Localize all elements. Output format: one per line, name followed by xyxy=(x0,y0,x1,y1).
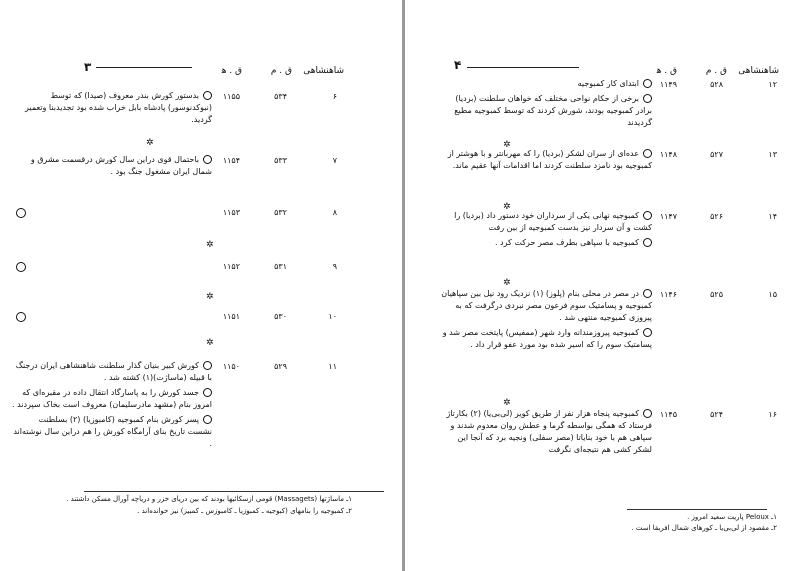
year-bc: ۵۲۸ xyxy=(710,80,723,89)
header-ah: ق . ﻫ xyxy=(221,66,242,76)
event-text: کمبوجیه پیروزمندانه وارد شهر (ممفیس) پایتخت مصر شد و پسامتیک سوم را که اسیر شده بود مورد عفو قرار داد . xyxy=(442,328,652,349)
event-text: پسر کورش بنام کمبوجیه (کامبوزیا) (۲) بسلطنت نشست تاریخ بنای آرامگاه کورش را هم دراین سال نوشته‌اند . xyxy=(13,415,212,448)
event-text: بدستور کورش بندر معروف (صیدا) که توسط (نبوکدنوسور) پادشاه بابل خراب شده بود تجدیدبنا وتعمیر گردید. xyxy=(24,91,212,124)
event-paragraph xyxy=(437,327,652,351)
event-entry xyxy=(437,210,652,252)
footnote-1: ۱ـ Peloux پاریت سعید امروز . xyxy=(687,513,777,521)
event-text: ابتدای کار کمبوجیه xyxy=(577,79,639,88)
event-entry xyxy=(12,154,212,181)
event-paragraph xyxy=(437,408,652,456)
row-number: ۱۶ xyxy=(768,410,777,419)
left-page xyxy=(0,0,402,571)
separator-star: ✲ xyxy=(503,398,511,408)
separator-star: ✲ xyxy=(503,202,511,212)
footnote-2: ۲ـ کمبوجیه را بنامهای (کبوجیه ـ کمبوزیا ـ کامبوزس ـ کمبیز) نیز خوانده‌اند . xyxy=(137,507,352,515)
separator-star: ✲ xyxy=(206,240,214,250)
event-paragraph xyxy=(437,288,652,324)
year-ah: ۱۱۴۶ xyxy=(659,290,677,299)
separator-star: ✲ xyxy=(146,138,154,148)
event-paragraph xyxy=(437,93,652,129)
row-number: ۷ xyxy=(332,156,337,165)
bullet-circle-icon xyxy=(203,388,212,397)
header-rule xyxy=(96,67,192,68)
year-ah: ۱۱۵۴ xyxy=(222,156,240,165)
bullet-circle-icon xyxy=(643,289,652,298)
year-bc: ۵۳۴ xyxy=(274,92,287,101)
year-bc: ۵۳۳ xyxy=(274,156,287,165)
bullet-circle-icon xyxy=(203,361,212,370)
header-shahanshahi: شاهنشاهی xyxy=(303,66,344,76)
event-paragraph xyxy=(12,414,212,450)
event-paragraph xyxy=(437,210,652,234)
year-bc: ۵۳۰ xyxy=(274,312,287,321)
year-ah: ۱۱۵۲ xyxy=(222,262,240,271)
bullet-circle-icon xyxy=(203,155,212,164)
header-bc: ق . م xyxy=(270,66,292,76)
event-paragraph xyxy=(12,387,212,411)
header-rule xyxy=(467,67,579,68)
row-number: ۱۳ xyxy=(768,150,777,159)
event-text: باحتمال قوی دراین سال کورش درقسمت مشرق و شمال ایران مشغول جنگ بود . xyxy=(30,155,212,176)
page-number: ۴ xyxy=(454,58,462,72)
separator-star: ✲ xyxy=(503,278,511,288)
event-entry xyxy=(437,148,652,175)
event-entry xyxy=(437,78,652,132)
separator-star: ✲ xyxy=(206,292,214,302)
year-bc: ۵۲۶ xyxy=(710,212,723,221)
header-ah: ق . ﻫ xyxy=(656,66,677,76)
bullet-circle-icon xyxy=(203,415,212,424)
bullet-circle-icon xyxy=(643,94,652,103)
bullet-circle-icon xyxy=(643,409,652,418)
row-number: ۸ xyxy=(332,208,337,217)
year-bc: ۵۳۲ xyxy=(274,208,287,217)
right-page xyxy=(405,0,807,571)
event-entry xyxy=(12,360,212,453)
footnote-1: ۱ـ ماساژتها (Massagets) قومی ازسکائیها بودند که بین دریای خزر و دریاچه آورال مسکن داشتند . xyxy=(66,495,352,503)
event-paragraph xyxy=(437,148,652,172)
year-ah: ۱۱۴۵ xyxy=(659,410,677,419)
empty-entry-circle-icon xyxy=(16,262,26,272)
year-ah: ۱۱۴۸ xyxy=(659,150,677,159)
bullet-circle-icon xyxy=(643,79,652,88)
year-bc: ۵۲۴ xyxy=(710,410,723,419)
footnote-rule xyxy=(84,491,384,492)
footnote-rule xyxy=(627,509,767,510)
event-paragraph xyxy=(12,154,212,178)
page-number: ۳ xyxy=(84,60,92,74)
year-bc: ۵۳۱ xyxy=(274,262,287,271)
header-shahanshahi: شاهنشاهی xyxy=(738,66,779,76)
event-text: برخی از حکام نواحی مختلف که خواهان سلطنت (بردیا) برادر کمبوجیه بودند، شورش کردند که توسط کمبوجیه مطیع گردیدند xyxy=(454,94,652,127)
event-paragraph xyxy=(12,360,212,384)
header-bc: ق . م xyxy=(705,66,727,76)
event-entry xyxy=(437,288,652,354)
bullet-circle-icon xyxy=(203,91,212,100)
year-ah: ۱۱۵۵ xyxy=(222,92,240,101)
year-ah: ۱۱۵۳ xyxy=(222,208,240,217)
year-ah: ۱۱۴۹ xyxy=(659,80,677,89)
year-ah: ۱۱۵۰ xyxy=(222,362,240,371)
row-number: ۱۵ xyxy=(768,290,777,299)
bullet-circle-icon xyxy=(643,238,652,247)
row-number: ۹ xyxy=(332,262,337,271)
bullet-circle-icon xyxy=(643,149,652,158)
event-entry xyxy=(437,408,652,459)
empty-entry-circle-icon xyxy=(16,208,26,218)
event-paragraph xyxy=(437,237,652,249)
event-text: عده‌ای از سران لشکر (بردیا) را که مهربانتر و با هوشتر از کمبوجیه بود نامزد سلطنت کردند اما اقدامات آنها عقیم ماند. xyxy=(447,149,652,170)
year-bc: ۵۲۵ xyxy=(710,290,723,299)
event-text: کمبوجیه نهانی یکی از سرداران خود دستور داد (بردیا) را کشت و آن سردار نیز بدست کمبوجیه از بین رفت xyxy=(454,211,652,232)
event-entry xyxy=(12,90,212,129)
year-bc: ۵۲۷ xyxy=(710,150,723,159)
event-text: کمبوجیه پنجاه هزار نفر از طریق کویر (لی‌بی‌یا) (۲) بکارتاژ فرستاد که همگی بواسطه گرما و عطش روان معدوم شدند و سپاهی هم با خود بنایاتا (مصر سفلی) ونجیه برد که آنجا این لشکر کشی هم نتیجه‌ای نگرفت xyxy=(446,409,652,454)
event-text: کمبوجیه با سپاهی بطرف مصر حرکت کرد . xyxy=(494,238,639,247)
row-number: ۱۲ xyxy=(768,80,777,89)
year-ah: ۱۱۴۷ xyxy=(659,212,677,221)
row-number: ۱۴ xyxy=(768,212,777,221)
separator-star: ✲ xyxy=(503,140,511,150)
row-number: ۱۰ xyxy=(328,312,337,321)
event-text: در مصر در محلی بنام (پلوز) (۱) نزدیک رود نیل بین سپاهیان کمبوجیه و پسامتیک سوم فرعون مصر نبردی درگرفت که به پیروزی کمبوجیه منتهی شد . xyxy=(441,289,652,322)
row-number: ۶ xyxy=(332,92,337,101)
year-bc: ۵۲۹ xyxy=(274,362,287,371)
year-ah: ۱۱۵۱ xyxy=(222,312,240,321)
event-paragraph xyxy=(12,90,212,126)
empty-entry-circle-icon xyxy=(16,312,26,322)
bullet-circle-icon xyxy=(643,328,652,337)
separator-star: ✲ xyxy=(206,338,214,348)
event-text: کورش کبیر بنیان گذار سلطنت شاهنشاهی ایران درجنگ با قبیله (ماساژت)(۱) کشته شد . xyxy=(15,361,212,382)
footnote-2: ۲ـ مقصود از لی‌بی‌یا ـ کورهای شمال افریقا است . xyxy=(631,524,777,532)
event-paragraph xyxy=(437,78,652,90)
event-text: جسد کورش را به پاسارگاد انتقال داده در مقبره‌ای که امروز بنام (مشهد مادرسلیمان) معروف است بخاک سپردند . xyxy=(12,388,212,409)
row-number: ۱۱ xyxy=(328,362,337,371)
bullet-circle-icon xyxy=(643,211,652,220)
